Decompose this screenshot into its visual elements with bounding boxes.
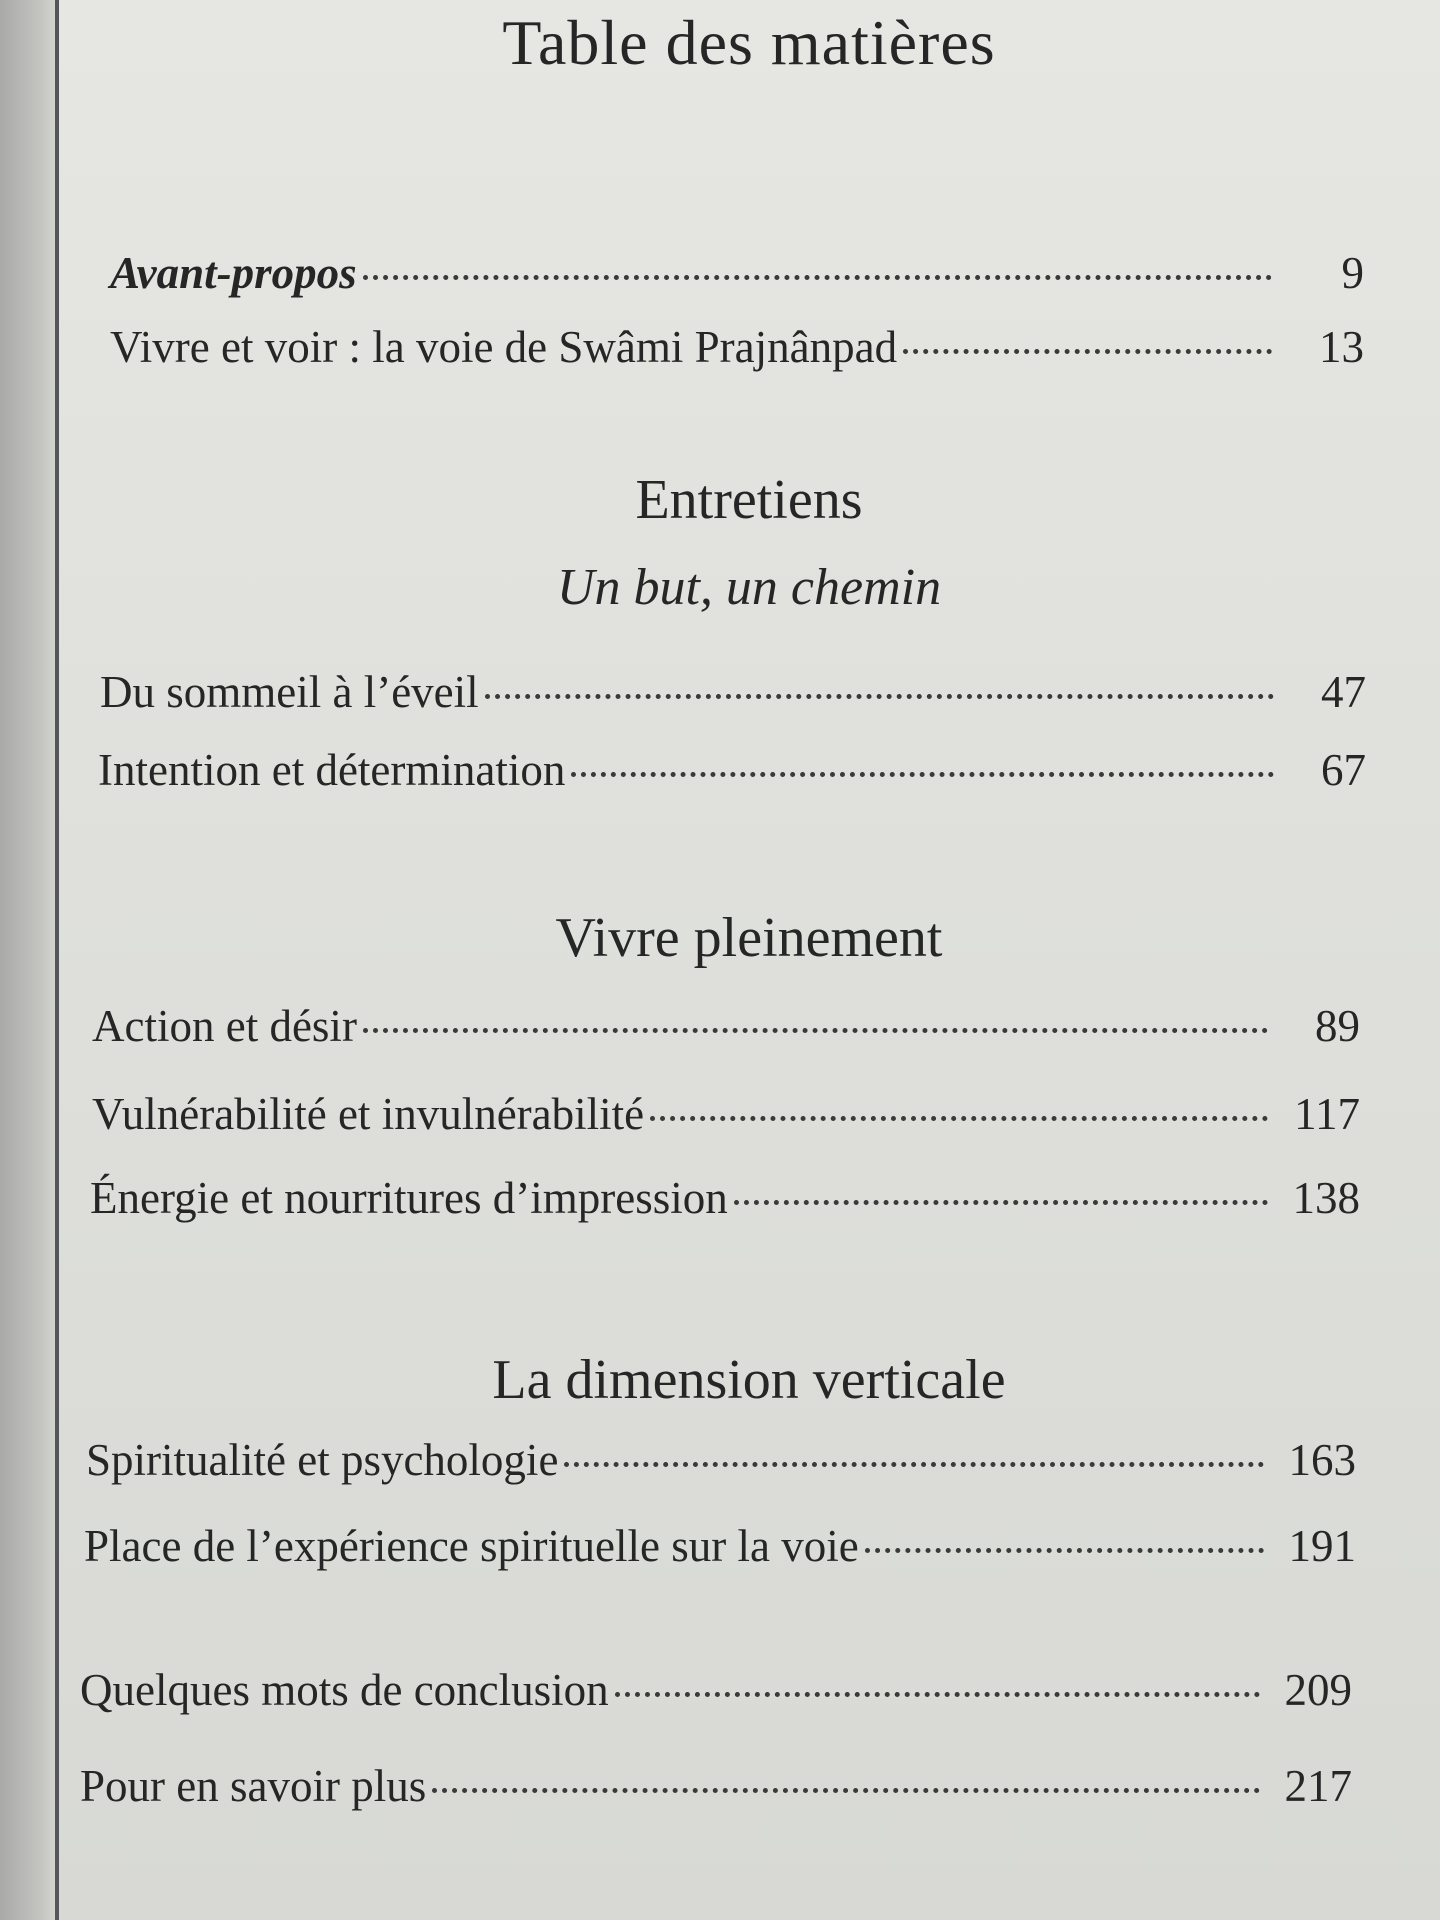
- toc-entry-du-sommeil[interactable]: [100, 666, 1366, 718]
- toc-entry-label: Quelques mots de conclusion: [80, 1665, 609, 1715]
- toc-entry-page: 89: [1315, 1001, 1360, 1051]
- toc-entry-page: 13: [1319, 322, 1364, 372]
- toc-entry-vivre-et-voir[interactable]: [110, 321, 1364, 373]
- toc-entry-label: Énergie et nourritures d’impression: [90, 1173, 728, 1223]
- toc-entry-label: Spiritualité et psychologie: [86, 1435, 559, 1485]
- toc-entry-place-experience[interactable]: [84, 1520, 1356, 1572]
- toc-entry-page: 67: [1321, 745, 1366, 795]
- book-page: [58, 0, 1440, 1920]
- toc-entry-vulnerabilite[interactable]: [92, 1088, 1360, 1140]
- toc-entry-page: 117: [1294, 1089, 1360, 1139]
- dot-leader: [734, 1200, 1268, 1205]
- toc-entry-page: 163: [1288, 1435, 1356, 1485]
- toc-entry-label: Action et désir: [92, 1001, 357, 1051]
- section-title-vivre-pleinement: Vivre pleinement: [555, 907, 943, 969]
- dot-leader: [363, 275, 1272, 280]
- toc-entry-label: Avant-propos: [110, 248, 357, 298]
- dot-leader: [650, 1116, 1268, 1121]
- toc-entry-page: 47: [1321, 667, 1366, 717]
- toc-entry-intention[interactable]: [98, 744, 1366, 796]
- page-title: Table des matières: [502, 7, 996, 78]
- dot-leader: [865, 1548, 1264, 1553]
- toc-entry-page: 217: [1284, 1761, 1352, 1811]
- toc-entry-spiritualite[interactable]: [86, 1434, 1356, 1486]
- toc-entry-avant-propos[interactable]: [110, 247, 1364, 299]
- toc-entry-label: Intention et détermination: [98, 745, 566, 795]
- section-title-dimension-verticale: La dimension verticale: [492, 1349, 1006, 1411]
- toc-entry-pour-en-savoir-plus[interactable]: [80, 1760, 1352, 1812]
- toc-entry-label: Du sommeil à l’éveil: [100, 667, 479, 717]
- dot-leader: [432, 1788, 1260, 1793]
- toc-entry-label: Vivre et voir : la voie de Swâmi Prajnânpad: [110, 322, 898, 372]
- toc-entry-label: Vulnérabilité et invulnérabilité: [92, 1089, 645, 1139]
- toc-entry-page: 191: [1288, 1521, 1356, 1571]
- section-title-entretiens: Entretiens: [635, 469, 863, 531]
- toc-entry-page: 138: [1292, 1173, 1360, 1223]
- dot-leader: [903, 349, 1272, 354]
- section-subtitle: Un but, un chemin: [556, 559, 942, 616]
- toc-entry-label: Place de l’expérience spirituelle sur la voie: [84, 1521, 859, 1571]
- page-gutter-shadow: [0, 0, 58, 1920]
- dot-leader: [564, 1462, 1264, 1467]
- dot-leader: [485, 694, 1274, 699]
- toc-entry-energie[interactable]: [90, 1172, 1360, 1224]
- toc-entry-label: Pour en savoir plus: [80, 1761, 427, 1811]
- toc-entry-action-et-desir[interactable]: [92, 1000, 1360, 1052]
- toc-entry-conclusion[interactable]: [80, 1664, 1352, 1716]
- toc-entry-page: 9: [1341, 248, 1364, 298]
- page-edge-line: [55, 0, 59, 1920]
- dot-leader: [363, 1028, 1268, 1033]
- dot-leader: [615, 1692, 1260, 1697]
- dot-leader: [571, 772, 1274, 777]
- toc-entry-page: 209: [1284, 1665, 1352, 1715]
